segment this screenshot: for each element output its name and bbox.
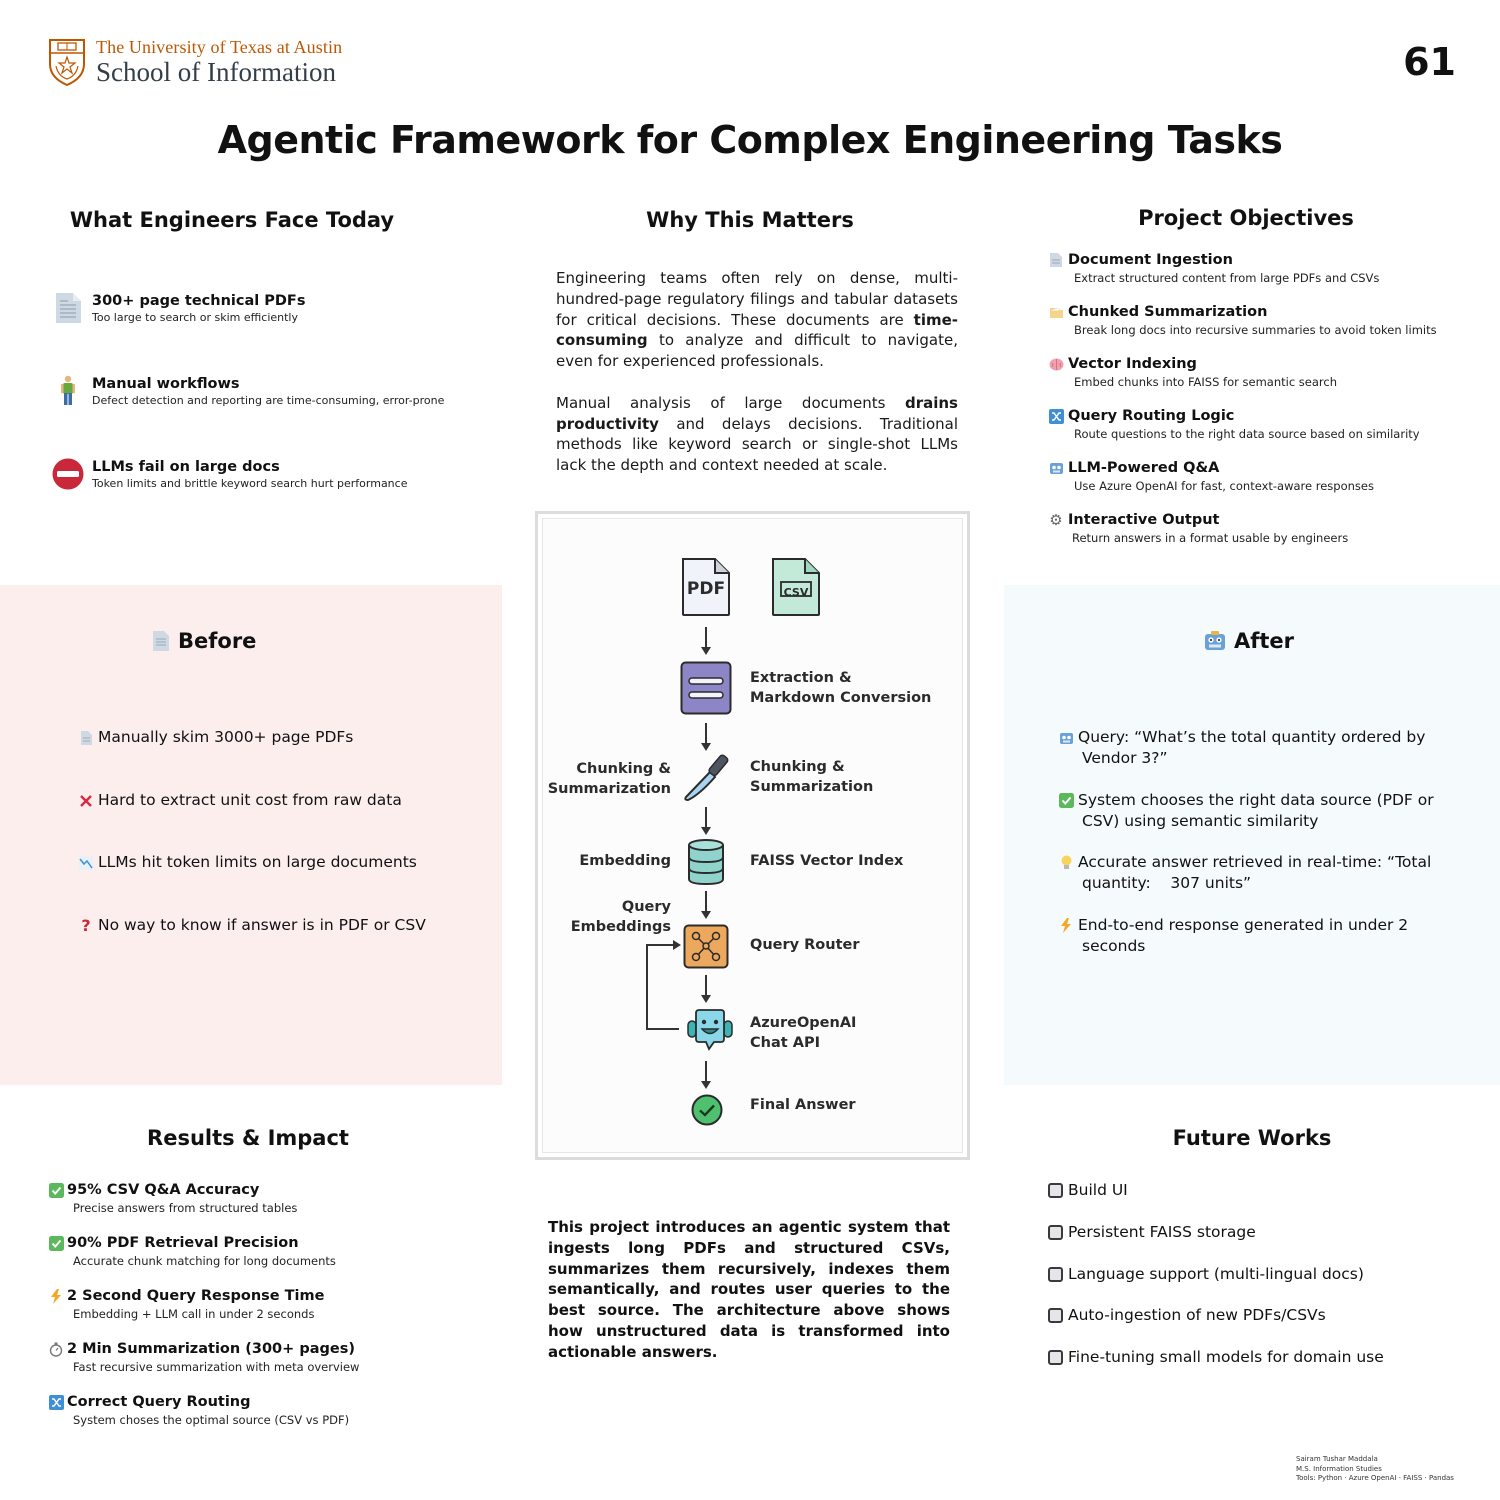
csv-label: CSV bbox=[783, 586, 809, 599]
after-title bbox=[1204, 629, 1294, 653]
project-summary: This project introduces an agentic system that ingests long PDFs and structured CSVs, summarizes them recursively, indexes them semantically, and routes user queries to the best source. The architecture above shows how unstructured data is transformed into actionable answers. bbox=[548, 1218, 950, 1361]
after-item bbox=[1058, 727, 1478, 769]
result-item bbox=[48, 1394, 349, 1427]
document-icon bbox=[52, 292, 84, 324]
future-item-text: Build UI bbox=[1068, 1181, 1128, 1199]
result-desc: Fast recursive summarization with meta overview bbox=[73, 1360, 360, 1374]
step-azure-label bbox=[750, 1013, 856, 1053]
robot-icon bbox=[1204, 631, 1226, 651]
objective-item bbox=[1048, 252, 1379, 285]
objective-title: Query Routing Logic bbox=[1068, 408, 1235, 424]
future-item-text: Auto-ingestion of new PDFs/CSVs bbox=[1068, 1306, 1326, 1324]
poster-title: Agentic Framework for Complex Engineering Tasks bbox=[217, 118, 1283, 162]
step-chunking-right-label bbox=[750, 757, 873, 797]
label-line: Query bbox=[621, 899, 671, 915]
cross-mark-icon bbox=[78, 790, 94, 811]
document-icon bbox=[1048, 252, 1064, 268]
after-item-text: Accurate answer retrieved in real-time: “Total bbox=[1078, 853, 1432, 871]
checkbox-icon bbox=[1048, 1267, 1063, 1282]
after-item bbox=[1058, 852, 1478, 894]
after-item bbox=[1058, 790, 1478, 832]
objective-item bbox=[1048, 460, 1374, 493]
future-item-text: Fine-tuning small models for domain use bbox=[1068, 1348, 1384, 1366]
future-item bbox=[1048, 1306, 1326, 1324]
gear-icon: ⚙ bbox=[1049, 511, 1063, 529]
ut-shield-icon bbox=[48, 38, 86, 86]
pdf-label: PDF bbox=[686, 579, 726, 599]
step-extraction-label bbox=[750, 668, 931, 708]
future-item bbox=[1048, 1181, 1128, 1199]
after-item-text-cont: Vendor 3?” bbox=[1082, 749, 1168, 767]
after-item-text: System chooses the right data source (PDF or bbox=[1078, 791, 1434, 809]
label-line: Chunking & bbox=[750, 759, 845, 775]
stopwatch-icon bbox=[48, 1341, 64, 1357]
text: Manual analysis of large documents bbox=[556, 393, 905, 412]
after-item-text-cont: CSV) using semantic similarity bbox=[1082, 812, 1319, 830]
label-line: Markdown Conversion bbox=[750, 690, 932, 706]
label-line: Summarization bbox=[750, 779, 874, 795]
step-faiss-label: FAISS Vector Index bbox=[750, 853, 904, 869]
result-desc: Embedding + LLM call in under 2 seconds bbox=[73, 1307, 315, 1321]
logo-university-name: The University of Texas at Austin bbox=[96, 37, 343, 57]
challenge-item bbox=[52, 292, 305, 324]
text: to analyze and difficult to navigate, even for experienced professionals. bbox=[556, 331, 958, 371]
question-icon: ? bbox=[81, 916, 91, 935]
step-embedding-label: Embedding bbox=[579, 853, 671, 869]
check-box-icon bbox=[48, 1235, 64, 1251]
extraction-icon bbox=[680, 661, 732, 715]
future-item bbox=[1048, 1348, 1384, 1366]
objective-title: Vector Indexing bbox=[1068, 356, 1197, 372]
objective-title: Interactive Output bbox=[1068, 512, 1220, 528]
before-item-text: No way to know if answer is in PDF or CSV bbox=[98, 916, 426, 934]
result-item bbox=[48, 1182, 297, 1215]
future-item-text: Persistent FAISS storage bbox=[1068, 1223, 1256, 1241]
checkbox-icon bbox=[1048, 1350, 1063, 1365]
objective-desc: Route questions to the right data source based on similarity bbox=[1074, 427, 1420, 441]
check-box-icon bbox=[48, 1182, 64, 1198]
check-circle-icon bbox=[691, 1094, 723, 1126]
chatbot-icon bbox=[687, 1009, 733, 1055]
after-item-text-cont: quantity: 307 units” bbox=[1082, 874, 1252, 892]
lightning-icon bbox=[48, 1288, 64, 1304]
flow-arrow bbox=[699, 807, 713, 837]
flow-arrow bbox=[699, 975, 713, 1005]
no-entry-icon bbox=[52, 458, 84, 490]
result-item bbox=[48, 1288, 324, 1321]
step-final-answer-label: Final Answer bbox=[750, 1097, 856, 1113]
challenge-desc: Defect detection and reporting are time-consuming, error-prone bbox=[92, 393, 445, 407]
knife-icon bbox=[681, 751, 733, 803]
after-item-text-cont: seconds bbox=[1082, 937, 1146, 955]
before-item bbox=[78, 852, 417, 873]
checkbox-icon bbox=[1048, 1308, 1063, 1323]
before-item bbox=[78, 915, 426, 936]
flow-arrow bbox=[699, 723, 713, 753]
checkbox-icon bbox=[1048, 1225, 1063, 1240]
result-title: 95% CSV Q&A Accuracy bbox=[67, 1182, 260, 1198]
result-title: 90% PDF Retrieval Precision bbox=[67, 1235, 299, 1251]
objective-item bbox=[1048, 304, 1437, 337]
challenge-item bbox=[52, 458, 407, 490]
ut-ischool-logo bbox=[48, 38, 342, 86]
before-item bbox=[78, 790, 402, 811]
label-line: Summarization bbox=[547, 781, 671, 797]
challenge-title: LLMs fail on large docs bbox=[92, 458, 280, 475]
after-item bbox=[1058, 915, 1478, 957]
checkbox-icon bbox=[1048, 1183, 1063, 1198]
after-item-text: End-to-end response generated in under 2 bbox=[1078, 916, 1409, 934]
objective-desc: Extract structured content from large PDFs and CSVs bbox=[1074, 271, 1380, 285]
emphasis: drains productivity bbox=[556, 393, 958, 433]
why-body bbox=[556, 268, 958, 476]
objective-title: Chunked Summarization bbox=[1068, 304, 1268, 320]
label-line: Embeddings bbox=[570, 919, 671, 935]
challenge-title: 300+ page technical PDFs bbox=[92, 292, 306, 309]
poster-number: 61 bbox=[1403, 40, 1456, 84]
flow-arrow bbox=[699, 627, 713, 657]
label-line: Chat API bbox=[750, 1035, 820, 1051]
result-item bbox=[48, 1235, 336, 1268]
query-router-icon bbox=[683, 924, 729, 969]
before-title-text: Before bbox=[178, 629, 257, 653]
future-title: Future Works bbox=[1172, 1126, 1332, 1150]
before-title bbox=[152, 629, 256, 653]
objective-item bbox=[1048, 512, 1348, 545]
results-title: Results & Impact bbox=[147, 1126, 349, 1150]
brain-icon bbox=[1048, 356, 1064, 372]
architecture-diagram bbox=[535, 511, 970, 1160]
objectives-title: Project Objectives bbox=[1138, 206, 1354, 230]
objective-desc: Break long docs into recursive summaries to avoid token limits bbox=[1074, 323, 1437, 337]
text: and delays decisions. Traditional methods like keyword search or single-shot LLMs lack the depth and context needed at scale. bbox=[556, 414, 958, 475]
chart-down-icon bbox=[78, 852, 94, 873]
objective-desc: Embed chunks into FAISS for semantic search bbox=[1074, 375, 1338, 389]
challenges-title: What Engineers Face Today bbox=[69, 208, 395, 232]
challenge-title: Manual workflows bbox=[92, 375, 240, 392]
before-panel bbox=[0, 585, 502, 1085]
why-paragraph-2 bbox=[556, 393, 958, 476]
author-program: M.S. Information Studies bbox=[1296, 1464, 1382, 1473]
future-item-text: Language support (multi-lingual docs) bbox=[1068, 1265, 1364, 1283]
document-icon bbox=[152, 630, 170, 652]
label-line: AzureOpenAI bbox=[750, 1015, 857, 1031]
check-box-icon bbox=[1058, 790, 1074, 811]
person-icon bbox=[52, 375, 84, 407]
challenge-desc: Too large to search or skim efficiently bbox=[92, 310, 298, 324]
future-item bbox=[1048, 1223, 1256, 1241]
flow-arrow bbox=[699, 891, 713, 921]
author-credits bbox=[1296, 1455, 1454, 1484]
before-item-text: Manually skim 3000+ page PDFs bbox=[98, 728, 354, 746]
database-icon bbox=[687, 838, 725, 886]
objective-title: LLM-Powered Q&A bbox=[1068, 460, 1220, 476]
challenge-desc: Token limits and brittle keyword search hurt performance bbox=[92, 476, 408, 490]
result-item bbox=[48, 1341, 359, 1374]
document-icon bbox=[78, 727, 94, 748]
text: Engineering teams often rely on dense, multi-hundred-page regulatory filings and tabular datasets for critical decisions. These documents are bbox=[556, 269, 958, 329]
after-item-text: Query: “What’s the total quantity ordered by bbox=[1078, 728, 1426, 746]
after-panel bbox=[1004, 585, 1500, 1085]
result-title: 2 Second Query Response Time bbox=[67, 1288, 325, 1304]
emphasis: time-consuming bbox=[556, 310, 958, 350]
feedback-loop-arrow bbox=[643, 939, 683, 1035]
diagram-canvas bbox=[542, 518, 963, 1153]
future-item bbox=[1048, 1265, 1364, 1283]
challenge-item bbox=[52, 375, 444, 407]
after-title-text: After bbox=[1234, 629, 1295, 653]
logo-school-name: School of Information bbox=[96, 57, 336, 87]
before-item-text: Hard to extract unit cost from raw data bbox=[98, 791, 402, 809]
objective-item bbox=[1048, 408, 1420, 441]
objective-desc: Return answers in a format usable by engineers bbox=[1072, 531, 1349, 545]
lightning-icon bbox=[1058, 915, 1074, 936]
shuffle-icon bbox=[1048, 408, 1064, 424]
objective-desc: Use Azure OpenAI for fast, context-aware responses bbox=[1074, 479, 1374, 493]
robot-icon bbox=[1058, 727, 1074, 748]
result-desc: Precise answers from structured tables bbox=[73, 1201, 298, 1215]
result-title: Correct Query Routing bbox=[67, 1394, 251, 1410]
step-router-label: Query Router bbox=[750, 937, 860, 953]
step-chunking-left-label bbox=[543, 759, 671, 799]
label-line: Extraction & bbox=[750, 670, 852, 686]
why-title: Why This Matters bbox=[646, 208, 854, 232]
why-paragraph-1 bbox=[556, 268, 958, 372]
step-query-embeddings-label bbox=[543, 897, 671, 937]
tools-list: Tools: Python · Azure OpenAI · FAISS · Pandas bbox=[1296, 1474, 1454, 1482]
author-name: Sairam Tushar Maddala bbox=[1296, 1455, 1378, 1463]
before-item bbox=[78, 727, 353, 748]
lightbulb-icon bbox=[1058, 852, 1074, 873]
result-desc: Accurate chunk matching for long documents bbox=[73, 1254, 336, 1268]
folder-icon bbox=[1048, 304, 1064, 320]
robot-icon bbox=[1048, 460, 1064, 476]
objective-item bbox=[1048, 356, 1337, 389]
objective-title: Document Ingestion bbox=[1068, 252, 1233, 268]
before-item-text: LLMs hit token limits on large documents bbox=[98, 853, 417, 871]
result-title: 2 Min Summarization (300+ pages) bbox=[67, 1341, 355, 1357]
flow-arrow bbox=[699, 1061, 713, 1091]
label-line: Chunking & bbox=[576, 761, 671, 777]
result-desc: System choses the optimal source (CSV vs PDF) bbox=[73, 1413, 350, 1427]
shuffle-icon bbox=[48, 1394, 64, 1410]
